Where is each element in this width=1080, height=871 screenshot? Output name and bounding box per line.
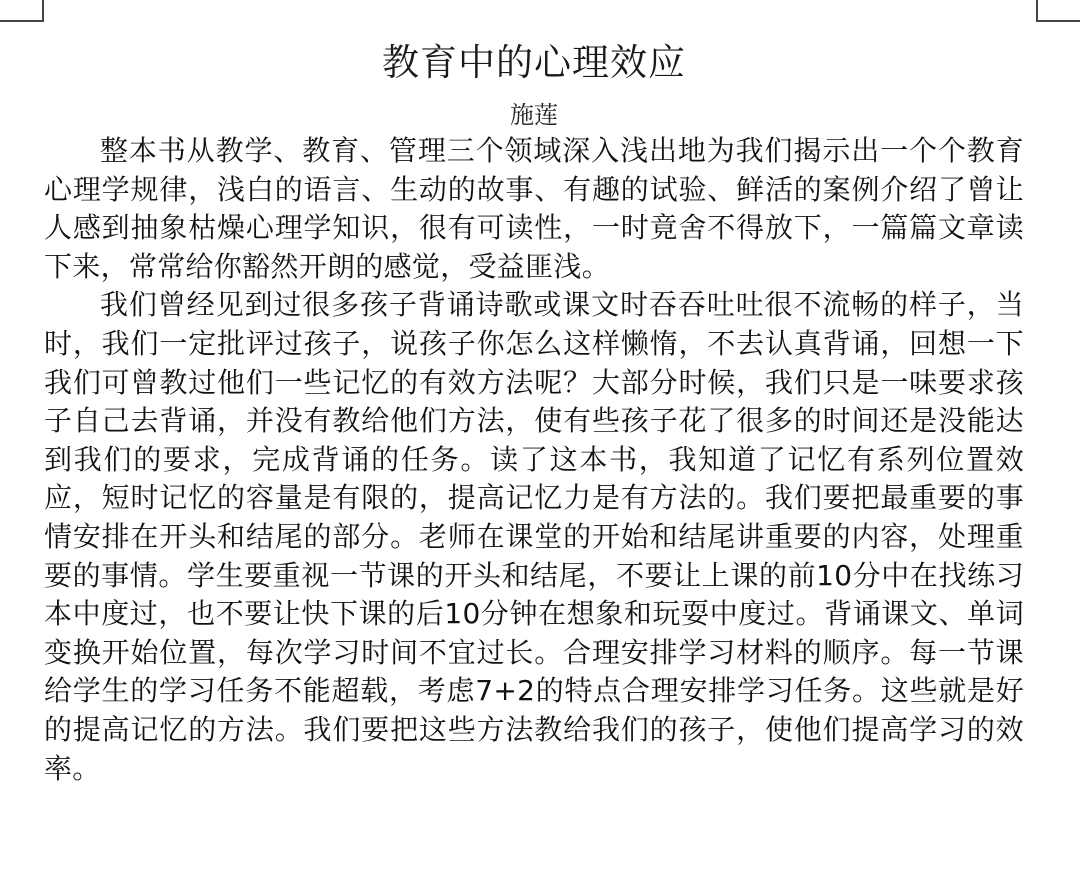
- paragraph-1: 整本书从教学、教育、管理三个领域深入浅出地为我们揭示出一个个教育心理学规律，浅白的语言、生动的故事、有趣的试验、鲜活的案例介绍了曾让人感到抽象枯燥心理学知识，很有可读性，一时竟舍不得放下，一篇篇文章读下来，常常给你豁然开朗的感觉，受益匪浅。: [44, 134, 1024, 283]
- paragraph-2: 我们曾经见到过很多孩子背诵诗歌或课文时吞吞吐吐很不流畅的样子，当时，我们一定批评过孩子，说孩子你怎么这样懒惰，不去认真背诵，回想一下我们可曾教过他们一些记忆的有效方法呢？大部分时候，我们只是一味要求孩子自己去背诵，并没有教给他们方法，使有些孩子花了很多的时间还是没能达到我们的要求，完成背诵的任务。读了这本书，我知道了记忆有系列位置效应，短时记忆的容量是有限的，提高记忆力是有方法的。我们要把最重要的事情安排在开头和结尾的部分。老师在课堂的开始和结尾讲重要的内容，处理重要的事情。学生要重视一节课的开头和结尾，不要让上课的前10分中在找练习本中度过，也不要让快下课的后10分钟在想象和玩耍中度过。背诵课文、单词变换开始位置，每次学习时间不宜过长。合理安排学习材料的顺序。每一节课给学生的学习任务不能超载，考虑7+2的特点合理安排学习任务。这些就是好的提高记忆的方法。我们要把这些方法教给我们的孩子，使他们提高学习的效率。: [44, 288, 1024, 785]
- page-corner-mark-right: [1036, 0, 1080, 22]
- document-title: 教育中的心理效应: [382, 41, 686, 84]
- page-corner-mark-left: [0, 0, 44, 22]
- document-author: 施莲: [510, 101, 558, 129]
- document-page: [44, 36, 1024, 788]
